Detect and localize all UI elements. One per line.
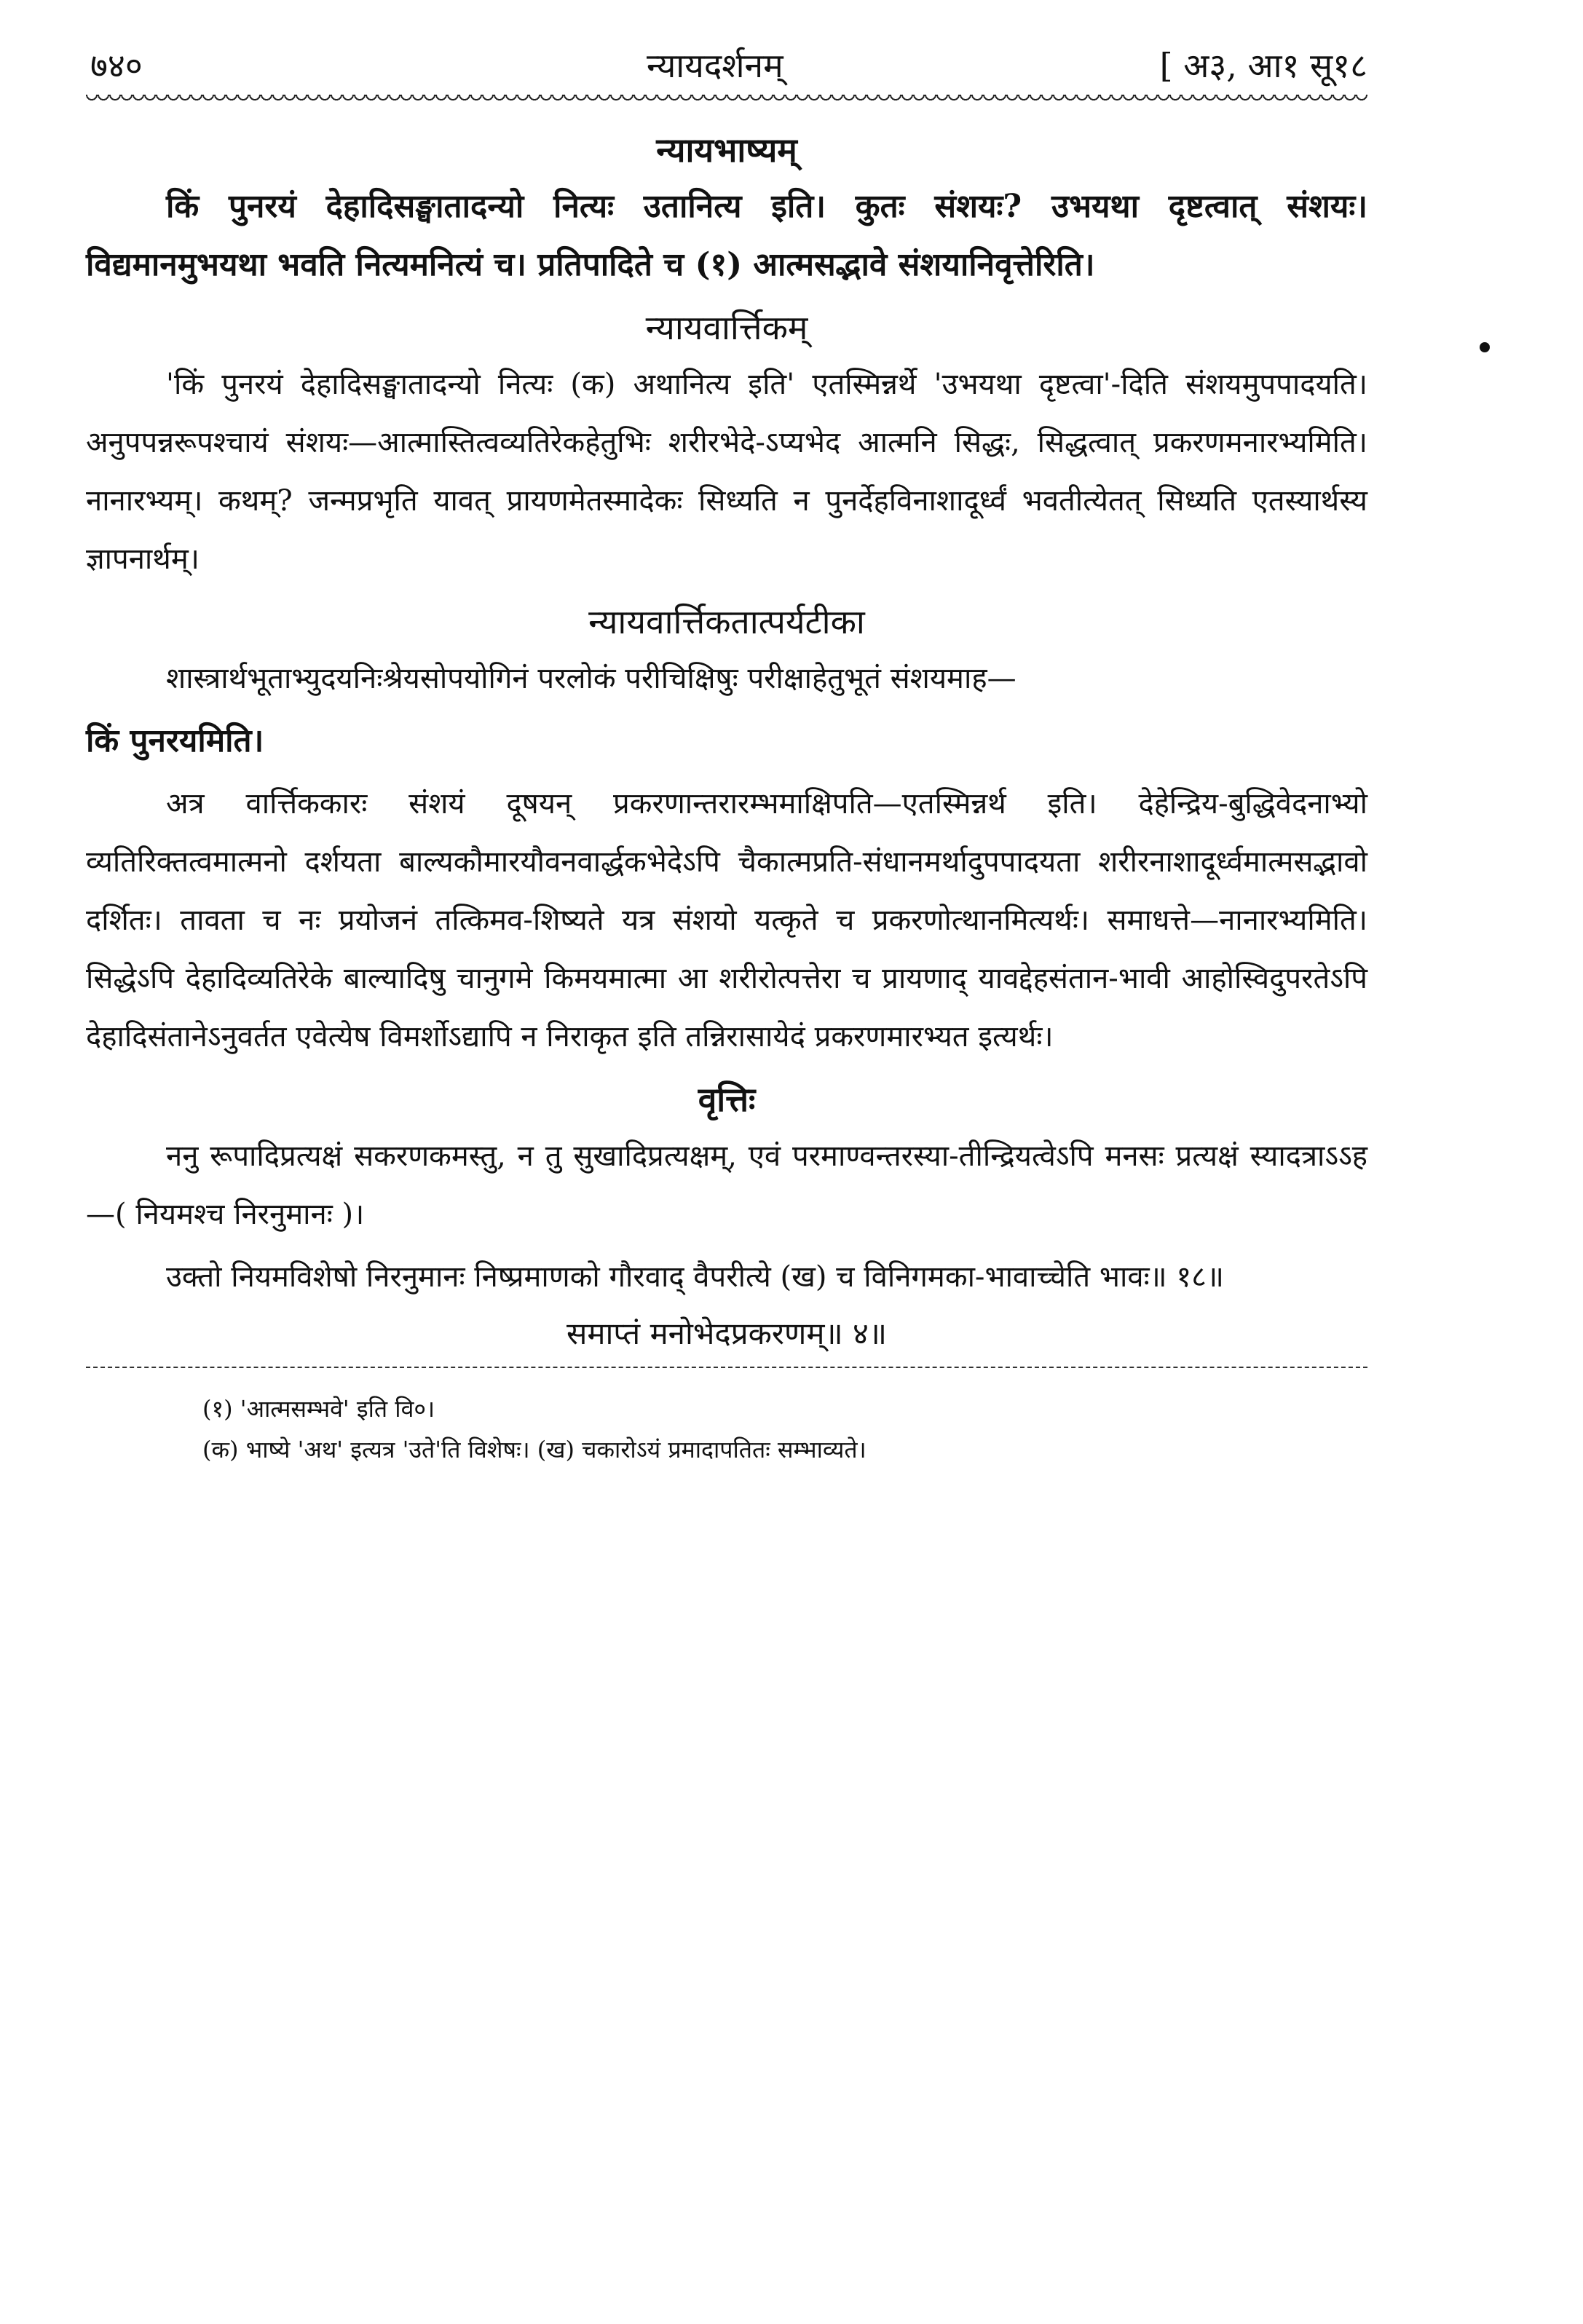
vritti-text-1: ननु रूपादिप्रत्यक्षं सकरणकमस्तु, न तु सुखादिप्रत्यक्षम्, एवं परमाण्वन्तरस्या-तीन्द्रियत्वेऽपि मनसः प्रत्यक्षं स्यादत्राऽऽह—( नियमश्च निरनुमानः )।: [86, 1139, 1367, 1231]
margin-dot: [1480, 342, 1490, 352]
page-number: ७४०: [90, 46, 143, 85]
page-header: [86, 29, 1367, 95]
header-wavy-rule: [86, 95, 1367, 106]
vartika-heading: न्यायवार्त्तिकम्: [645, 308, 808, 347]
footnote-rule: [86, 1367, 1367, 1368]
running-title: न्यायदर्शनम्: [647, 46, 783, 85]
vartika-text: 'किं पुनरयं देहादिसङ्घातादन्यो नित्यः (क) अथानित्य इति' एतस्मिन्नर्थे 'उभयथा दृष्टत्वा'-दिति संशयमुपपादयति। अनुपपन्नरूपश्चायं संशयः—आत्मास्तित्वव्यतिरेकहेतुभिः शरीरभेदे-ऽप्यभेद आत्मनि सिद्धः, सिद्धत्वात् प्रकरणमनारभ्यमिति। नानारभ्यम्। कथम्? जन्मप्रभृति यावत् प्रायणमेतस्मादेकः सिध्यति न पुनर्देहविनाशादूर्ध्वं भवतीत्येतत् सिध्यति एतस्यार्थस्य ज्ञापनार्थम्।: [86, 368, 1367, 576]
tika-pratika: किं पुनरयमिति।: [86, 722, 264, 759]
bhashya-text: किं पुनरयं देहादिसङ्घातादन्यो नित्यः उतानित्य इति। कुतः संशयः? उभयथा दृष्टत्वात् संशयः। विद्यमानमुभयथा भवति नित्यमनित्यं च। प्रतिपादिते च (१) आत्मसद्भावे संशयानिवृत्तेरिति।: [86, 188, 1367, 283]
footnote-1: (१) 'आत्मसम्भवे' इति वि०।: [202, 1395, 435, 1423]
tika-text: अत्र वार्त्तिककारः संशयं दूषयन् प्रकरणान्तरारम्भमाक्षिपति—एतस्मिन्नर्थ इति। देहेन्द्रिय-बुद्धिवेदनाभ्यो व्यतिरिक्तत्वमात्मनो दर्शयता बाल्यकौमारयौवनवार्द्धकभेदेऽपि चैकात्मप्रति-संधानमर्थादुपपादयता शरीरनाशादूर्ध्वमात्मसद्भावो दर्शितः। तावता च नः प्रयोजनं तत्किमव-शिष्यते यत्र संशयो यत्कृते च प्रकरणोत्थानमित्यर्थः। समाधत्ते—नानारभ्यमिति। सिद्धेऽपि देहादिव्यतिरेके बाल्यादिषु चानुगमे किमयमात्मा आ शरीरोत्पत्तेरा च प्रायणाद् यावद्देहसंतान-भावी आहोस्विदुपरतेऽपि देहादिसंतानेऽनुवर्तत एवेत्येष विमर्शोऽद्यापि न निराकृत इति तन्निरासायेदं प्रकरणमारभ्यत इत्यर्थः।: [86, 787, 1367, 1054]
chapter-reference: [ अ३, आ१ सू१८: [1159, 46, 1367, 85]
tika-intro: [86, 649, 1367, 708]
bhashya-heading: न्यायभाष्यम्: [656, 130, 797, 170]
tika-intro-text: शास्त्रार्थभूताभ्युदयनिःश्रेयसोपयोगिनं परलोकं परीचिक्षिषुः परीक्षाहेतुभूतं संशयमाह—: [166, 662, 1016, 695]
vritti-text-2: उक्तो नियमविशेषो निरनुमानः निष्प्रमाणको गौरवाद् वैपरीत्ये (ख) च विनिगमका-भावाच्चेति भावः॥ १८॥: [166, 1260, 1224, 1294]
footnote-2: (क) भाष्ये 'अथ' इत्यत्र 'उते'ति विशेषः। (ख) चकारोऽयं प्रमादापतितः सम्भाव्यते।: [202, 1436, 866, 1463]
section-closing: समाप्तं मनोभेदप्रकरणम्॥ ४॥: [566, 1316, 888, 1351]
vritti-heading: वृत्तिः: [698, 1080, 756, 1119]
page: [86, 29, 1367, 1470]
tika-heading: न्यायवार्त्तिकतात्पर्यटीका: [588, 602, 865, 641]
